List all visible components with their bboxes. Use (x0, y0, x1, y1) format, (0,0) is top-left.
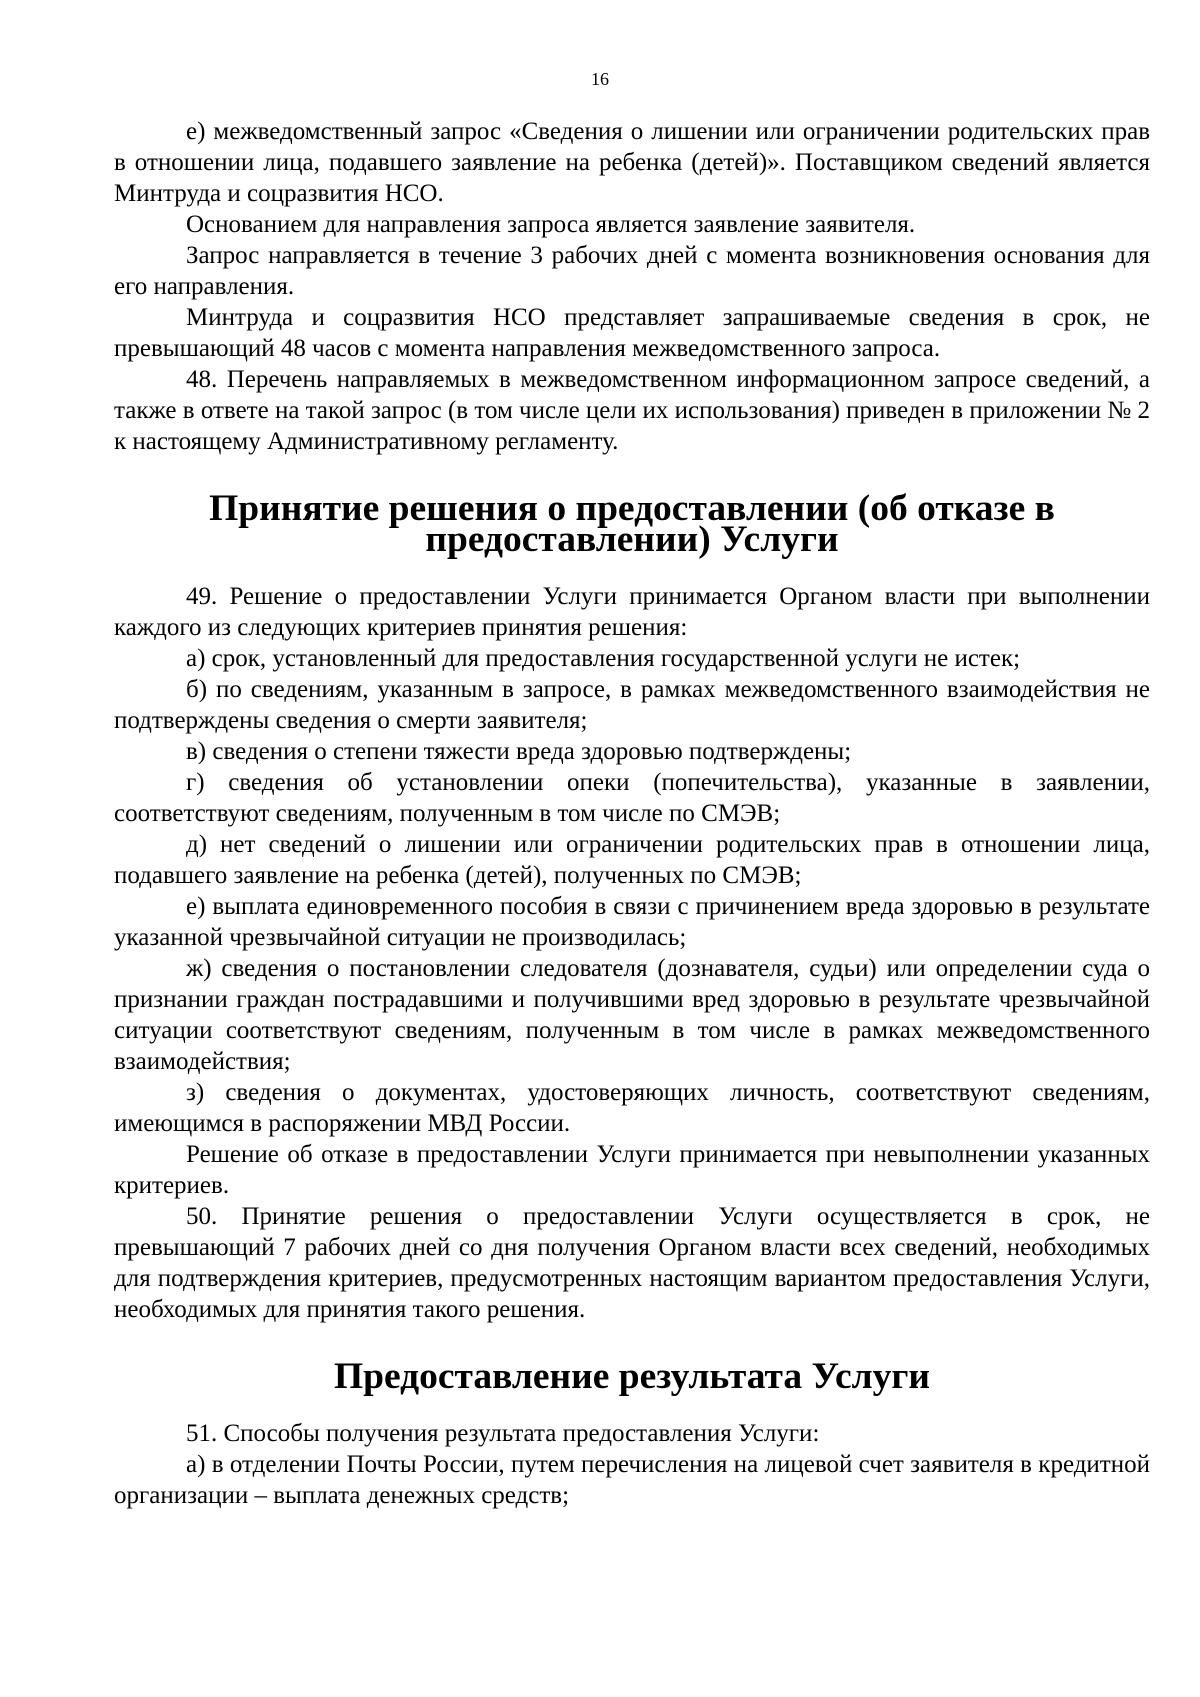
section-heading-decision: Принятие решения о предоставлении (об отказе в предоставлении) Услуги (209, 488, 1055, 560)
section-heading-result: Предоставление результата Услуги (333, 1356, 931, 1397)
paragraph: 49. Решение о предоставлении Услуги принимается Органом власти при выполнении каждого из следующих критериев принятия решения: (114, 583, 1150, 641)
paragraph: б) по сведениям, указанным в запросе, в рамках межведомственного взаимодействия не подтверждены сведения о смерти заявителя; (114, 676, 1150, 734)
paragraph: Решение об отказе в предоставлении Услуги принимается при невыполнении указанных критериев. (114, 1141, 1150, 1199)
paragraph: е) межведомственный запрос «Сведения о лишении или ограничении родительских прав в отношении лица, подавшего заявление на ребенка (детей)». Поставщиком сведений является Минтруда и соцразвития НСО. (114, 118, 1150, 207)
paragraph: ж) сведения о постановлении следователя (дознавателя, судьи) или определении суда о признании граждан пострадавшими и получившими вред здоровью в результате чрезвычайной ситуации соответствуют сведениям, полученным в том числе в рамках межведомственного взаимодействия; (114, 955, 1150, 1075)
paragraph: а) в отделении Почты России, путем перечисления на лицевой счет заявителя в кредитной организации – выплата денежных средств; (114, 1451, 1150, 1509)
paragraph: з) сведения о документах, удостоверяющих личность, соответствуют сведениям, имеющимся в распоряжении МВД России. (114, 1079, 1150, 1137)
paragraph: 50. Принятие решения о предоставлении Услуги осуществляется в срок, не превышающий 7 рабочих дней со дня получения Органом власти всех сведений, необходимых для подтверждения критериев, предусмотренных настоящим вариантом предоставления Услуги, необходимых для принятия такого решения. (114, 1203, 1150, 1323)
paragraph: а) срок, установленный для предоставления государственной услуги не истек; (186, 645, 1021, 672)
paragraph: Запрос направляется в течение 3 рабочих дней с момента возникновения основания для его направления. (114, 242, 1150, 300)
paragraph: Минтруда и соцразвития НСО представляет запрашиваемые сведения в срок, не превышающий 48 часов с момента направления межведомственного запроса. (114, 304, 1150, 362)
paragraph: 48. Перечень направляемых в межведомственном информационном запросе сведений, а также в ответе на такой запрос (в том числе цели их использования) приведен в приложении № 2 к настоящему Административному регламенту. (114, 366, 1150, 455)
document-body (114, 116, 1150, 1511)
paragraph: 51. Способы получения результата предоставления Услуги: (186, 1420, 820, 1447)
paragraph: Основанием для направления запроса является заявление заявителя. (186, 211, 916, 238)
paragraph: г) сведения об установлении опеки (попечительства), указанные в заявлении, соответствуют сведениям, полученным в том числе по СМЭВ; (114, 769, 1150, 827)
paragraph: д) нет сведений о лишении или ограничении родительских прав в отношении лица, подавшего заявление на ребенка (детей), полученных по СМЭВ; (114, 831, 1150, 889)
page-number: 16 (591, 69, 609, 89)
paragraph: е) выплата единовременного пособия в связи с причинением вреда здоровью в результате указанной чрезвычайной ситуации не производилась; (114, 893, 1150, 951)
paragraph: в) сведения о степени тяжести вреда здоровью подтверждены; (186, 738, 852, 765)
